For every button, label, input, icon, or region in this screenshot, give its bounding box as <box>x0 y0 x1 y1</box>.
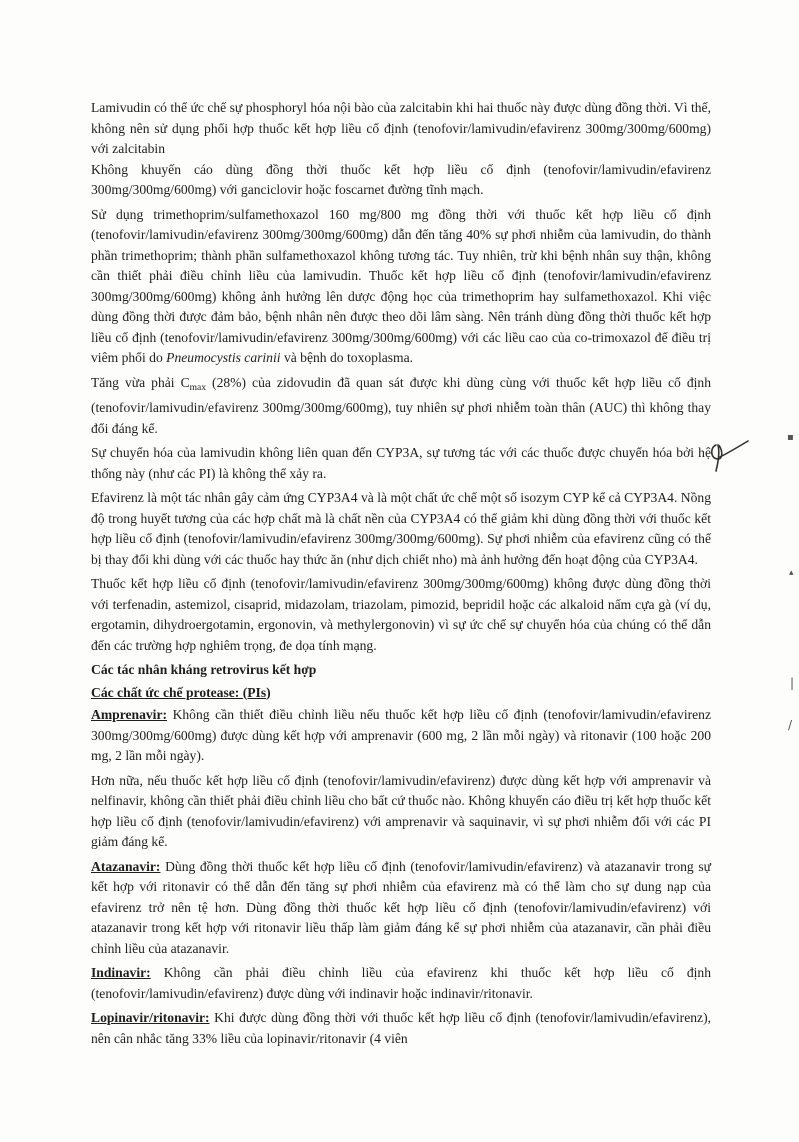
drug-label-atazanavir: Atazanavir: <box>91 858 161 874</box>
atazanavir-text: Dùng đồng thời thuốc kết hợp liều cố định (tenofovir/lamivudin/efavirenz) và atazanavir trong sự kết hợp với ritonavir có thể dẫn đến tăng sự phơi nhiễm của efavirenz mà có thể làm cho sự dung nạp của efavirenz trở nên tệ hơn. Dùng đồng thời thuốc kết hợp liều cố định (tenofovir/lamivudin/efavirenz) với atazanavir trong kết hợp với ritonavir liều thấp làm giảm đáng kể sự phơi nhiễm của atazanavir, cần phải điều chỉnh liều của atazanavir. <box>91 858 711 956</box>
document-body <box>91 98 711 1053</box>
paragraph-zidovudin <box>91 373 711 440</box>
cmax-prefix: Tăng vừa phải C <box>91 374 190 390</box>
paragraph-zidovudin-text: (28%) của zidovudin đã quan sát được khi dùng cùng với thuốc kết hợp liều cố định (tenofovir/lamivudin/efavirenz 300mg/300mg/600mg), tuy nhiên sự phơi nhiễm toàn thân (AUC) thì không thay đổi đáng kể. <box>91 374 712 436</box>
section-subheading: Các chất ức chế protease: (PIs) <box>91 684 271 700</box>
paragraph-atazanavir <box>91 857 711 960</box>
paragraph-trimethoprim-end: và bệnh do toxoplasma. <box>280 350 414 365</box>
edge-speck: / <box>788 718 793 732</box>
edge-speck: ▴ <box>789 568 794 578</box>
section-heading: Các tác nhân kháng retrovirus kết hợp <box>91 662 317 677</box>
paragraph-trimethoprim-text: Sử dụng trimethoprim/sulfamethoxazol 160 mg/800 mg đồng thời với thuốc kết hợp liều cố định (tenofovir/lamivudin/efavirenz 300mg/300mg/600mg) dẫn đến tăng 40% sự phơi nhiễm của lamivudin, do thành phần trimethoprim; thành phần sulfamethoxazol không tương tác. Tuy nhiên, trừ khi bệnh nhân suy thận, không cần thiết phải điều chỉnh liều của lamivudin. Thuốc kết hợp liều cố định (tenofovir/lamivudin/efavirenz 300mg/300mg/600mg) không ảnh hưởng lên dược động học của trimethoprim hay sulfamethoxazol. Khi việc dùng đồng thời được đảm bảo, bệnh nhân nên được theo dõi lâm sàng. Nên tránh dùng đồng thời thuốc kết hợp liều cố định (tenofovir/lamivudin/efavirenz 300mg/300mg/600mg) với các liều cao của co-trimoxazol để điều trị viêm phổi do <box>91 206 711 365</box>
cmax-subscript: max <box>189 382 207 393</box>
edge-speck: | <box>790 676 795 690</box>
paragraph-zalcitabin: Lamivudin có thể ức chế sự phosphoryl hóa nội bào của zalcitabin khi hai thuốc này được dùng đồng thời. Vì thế, không nên sử dụng phối hợp thuốc kết hợp liều cố định (tenofovir/lamivudin/efavirenz 300mg/300mg/600mg) với zalcitabin <box>91 100 711 156</box>
indinavir-text: Không cần phải điều chỉnh liều của efavirenz khi thuốc kết hợp liều cố định (tenofovir/lamivudin/efavirenz) được dùng với indinavir hoặc indinavir/ritonavir. <box>91 965 711 1001</box>
amprenavir-text: Không cần thiết điều chỉnh liều nếu thuốc kết hợp liều cố định (tenofovir/lamivudin/efavirenz 300mg/300mg/600mg) được dùng kết hợp với amprenavir (600 mg, 2 lần mỗi ngày) và ritonavir (100 hoặc 200 mg, 2 lần mỗi ngày). <box>91 707 711 763</box>
lopinavir-text: Khi được dùng đồng thời với thuốc kết hợp liều cố định (tenofovir/lamivudin/efavirenz), nên cân nhắc tăng 33% liều của lopinavir/ritonavir (4 viên <box>91 1010 711 1046</box>
paragraph-lopinavir <box>91 1008 711 1049</box>
drug-label-lopinavir: Lopinavir/ritonavir: <box>91 1010 210 1025</box>
paragraph-nelfinavir: Hơn nữa, nếu thuốc kết hợp liều cố định (tenofovir/lamivudin/efavirenz) được dùng kết hợp với amprenavir và nelfinavir, không cần thiết phải điều chỉnh liều cho bất cứ thuốc nào. Không khuyến cáo điều trị kết hợp thuốc kết hợp liều cố định (tenofovir/lamivudin/efavirenz) với amprenavir và saquinavir, vì sự phơi nhiễm đối với các PI giảm đáng kể. <box>91 772 711 849</box>
paragraph-efavirenz-cyp3a4: Efavirenz là một tác nhân gây cảm ứng CYP3A4 và là một chất ức chế một số isozym CYP kể cả CYP3A4. Nồng độ trong huyết tương của các hợp chất mà là chất nền của CYP3A4 có thể giảm khi dùng đồng thời với thuốc kết hợp liều cố định (tenofovir/lamivudin/efavirenz 300mg/300mg/600mg). Sự phơi nhiễm của efavirenz cũng có thể bị thay đổi khi dùng với các thuốc hay thức ăn (như dịch chiết nho) mà ảnh hưởng đến hoạt động của CYP3A4. <box>91 490 711 567</box>
paragraph-amprenavir <box>91 705 711 767</box>
pneumocystis-italic: Pneumocystis carinii <box>166 350 281 365</box>
paragraph-cyp3a: Sự chuyển hóa của lamivudin không liên quan đến CYP3A, sự tương tác với các thuốc được chuyển hóa bởi hệ thống này (như các PI) là không thể xảy ra. <box>91 445 711 481</box>
paragraph-indinavir <box>91 963 711 1004</box>
handwritten-initial-signature <box>706 437 752 473</box>
paragraph-contraindicated: Thuốc kết hợp liều cố định (tenofovir/lamivudin/efavirenz 300mg/300mg/600mg) không được dùng đồng thời với terfenadin, astemizol, cisaprid, midazolam, triazolam, pimozid, bepridil hoặc các alkaloid nấm cựa gà (ví dụ, ergotamin, dihydroergotamin, ergonovin, và methylergonovin) vì sự ức chế sự chuyển hóa của chúng có thể dẫn đến các trường hợp nghiêm trọng, đe dọa tính mạng. <box>91 576 711 653</box>
drug-label-amprenavir: Amprenavir: <box>91 707 168 722</box>
drug-label-indinavir: Indinavir: <box>91 965 151 980</box>
paragraph-trimethoprim <box>91 205 711 369</box>
edge-speck: ▪ <box>787 432 794 443</box>
paragraph-ganciclovir: Không khuyến cáo dùng đồng thời thuốc kết hợp liều cố định (tenofovir/lamivudin/efavirenz 300mg/300mg/600mg) với ganciclovir hoặc foscarnet đường tĩnh mạch. <box>91 161 711 197</box>
